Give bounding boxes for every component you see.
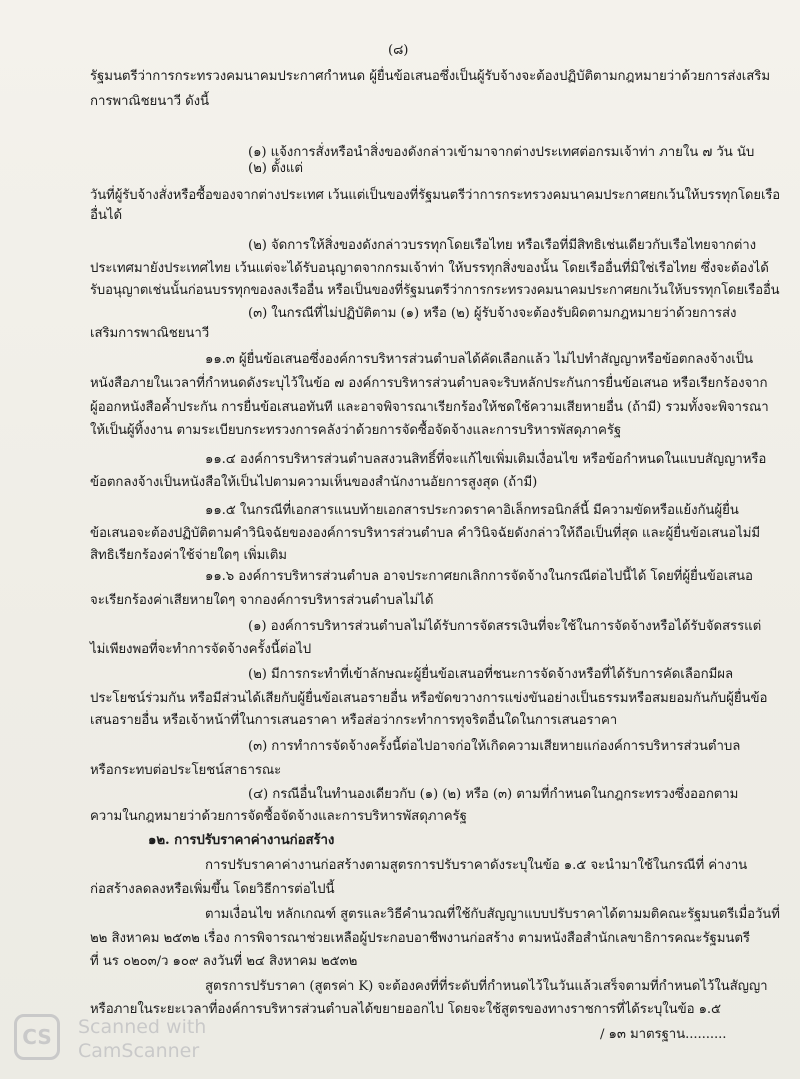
text-line: จะเรียกร้องค่าเสียหายใดๆ จากองค์การบริหารส่วนตำบลไม่ได้ [90, 593, 434, 608]
text-line: ก่อสร้างลดลงหรือเพิ่มขึ้น โดยวิธีการต่อไปนี้ [90, 882, 335, 897]
camscanner-watermark [8, 1008, 248, 1074]
text-line: ข้อตกลงจ้างเป็นหนังสือให้เป็นไปตามความเห็นของสำนักงานอัยการสูงสุด (ถ้ามี) [90, 475, 538, 490]
text-line: (๓) ในกรณีที่ไม่ปฏิบัติตาม (๑) หรือ (๒) ผู้รับจ้างจะต้องรับผิดตามกฎหมายว่าด้วยการส่ง [248, 306, 737, 321]
text-line: ความในกฎหมายว่าด้วยการจัดซื้อจัดจ้างและการบริหารพัสดุภาครัฐ [90, 809, 467, 824]
text-line: (๒) จัดการให้สิ่งของดังกล่าวบรรทุกโดยเรือไทย หรือเรือที่มีสิทธิเช่นเดียวกับเรือไทยจากต่าง [248, 238, 756, 253]
text-line: (๑) แจ้งการสั่งหรือนำสิ่งของดังกล่าวเข้ามาจากต่างประเทศต่อกรมเจ้าท่า ภายใน ๗ วัน นับ [248, 145, 755, 160]
watermark-line-2: CamScanner [78, 1040, 200, 1062]
text-line: ๑๑.๕ ในกรณีที่เอกสารแนบท้ายเอกสารประกวดราคาอิเล็กทรอนิกส์นี้ มีความขัดหรือแย้งกันผู้ยื่น [205, 503, 739, 518]
continuation-marker: / ๑๓ มาตรฐาน.......... [600, 1027, 727, 1042]
section-heading: ๑๒. การปรับราคาค่างานก่อสร้าง [148, 833, 335, 848]
text-line: การพาณิชยนาวี ดังนี้ [90, 94, 210, 109]
text-line: สิทธิเรียกร้องค่าใช้จ่ายใดๆ เพิ่มเติม [90, 548, 287, 563]
camscanner-logo-icon: CS [14, 1014, 60, 1060]
text-line: การปรับราคาค่างานก่อสร้างตามสูตรการปรับราคาดังระบุในข้อ ๑.๕ จะนำมาใช้ในกรณีที่ ค่างาน [205, 858, 748, 873]
text-line: รัฐมนตรีว่าการกระทรวงคมนาคมประกาศกำหนด ผู้ยื่นข้อเสนอซึ่งเป็นผู้รับจ้างจะต้องปฏิบัติตามกฎหมายว่าด้วยการส่งเสริม [90, 69, 770, 84]
text-line: (๓) การทำการจัดจ้างครั้งนี้ต่อไปอาจก่อให้เกิดความเสียหายแก่องค์การบริหารส่วนตำบล [248, 739, 741, 754]
text-line: ไม่เพียงพอที่จะทำการจัดจ้างครั้งนี้ต่อไป [90, 642, 312, 657]
text-line: ตามเงื่อนไข หลักเกณฑ์ สูตรและวิธีคำนวณที่ใช้กับสัญญาแบบปรับราคาได้ตามมติคณะรัฐมนตรีเมื่อวันที่ [205, 907, 780, 922]
text-line: ๑๑.๓ ผู้ยื่นข้อเสนอซึ่งองค์การบริหารส่วนตำบลได้คัดเลือกแล้ว ไม่ไปทำสัญญาหรือข้อตกลงจ้างเป็น [205, 352, 754, 367]
text-line: (๒) ตั้งแต่ [248, 161, 303, 176]
text-line: เสริมการพาณิชยนาวี [90, 326, 210, 341]
page-number: (๘) [388, 43, 409, 58]
text-line: ๑๑.๔ องค์การบริหารส่วนตำบลสงวนสิทธิ์ที่จะแก้ไขเพิ่มเติมเงื่อนไข หรือข้อกำหนดในแบบสัญญาหรือ [205, 452, 767, 467]
text-line: วันที่ผู้รับจ้างสั่งหรือซื้อของจากต่างประเทศ เว้นแต่เป็นของที่รัฐมนตรีว่าการกระทรวงคมนาคมประกาศยกเว้นให้บรรทุกโดยเรือ [90, 188, 781, 203]
text-line: (๑) องค์การบริหารส่วนตำบลไม่ได้รับการจัดสรรเงินที่จะใช้ในการจัดจ้างหรือได้รับจัดสรรแต่ [248, 619, 762, 634]
text-line: (๒) มีการกระทำที่เข้าลักษณะผู้ยื่นข้อเสนอที่ชนะการจัดจ้างหรือที่ได้รับการคัดเลือกมีผล [248, 667, 733, 682]
text-line: หรือภายในระยะเวลาที่องค์การบริหารส่วนตำบลได้ขยายออกไป โดยจะใช้สูตรของทางราชการที่ได้ระบุในข้อ ๑.๕ [90, 1002, 722, 1017]
text-line: ประเทศมายังประเทศไทย เว้นแต่จะได้รับอนุญาตจากกรมเจ้าท่า ให้บรรทุกสิ่งของนั้น โดยเรืออื่นที่มิใช่เรือไทย ซึ่งจะต้องได้ [90, 261, 769, 276]
text-line: (๔) กรณีอื่นในทำนองเดียวกับ (๑) (๒) หรือ (๓) ตามที่กำหนดในกฎกระทรวงซึ่งออกตาม [248, 787, 739, 802]
text-line: ผู้ออกหนังสือค้ำประกัน การยื่นข้อเสนอทันที และอาจพิจารณาเรียกร้องให้ชดใช้ความเสียหายอื่น (ถ้ามี) รวมทั้งจะพิจารณา [90, 400, 769, 415]
text-line: ๒๒ สิงหาคม ๒๕๓๒ เรื่อง การพิจารณาช่วยเหลือผู้ประกอบอาชีพงานก่อสร้าง ตามหนังสือสำนักเลขาธิการคณะรัฐมนตรี [90, 931, 750, 946]
text-line: หนังสือภายในเวลาที่กำหนดดังระบุไว้ในข้อ ๗ องค์การบริหารส่วนตำบลจะริบหลักประกันการยื่นข้อเสนอ หรือเรียกร้องจาก [90, 376, 768, 391]
watermark-line-1: Scanned with [78, 1016, 207, 1038]
text-line: ที่ นร ๐๒๐๓/ว ๑๐๙ ลงวันที่ ๒๔ สิงหาคม ๒๕๓๒ [90, 954, 358, 969]
text-line: สูตรการปรับราคา (สูตรค่า K) จะต้องคงที่ที่ระดับที่กำหนดไว้ในวันแล้วเสร็จตามที่กำหนดไว้ในสัญญา [205, 979, 768, 994]
text-line: ให้เป็นผู้ทิ้งงาน ตามระเบียบกระทรวงการคลังว่าด้วยการจัดซื้อจัดจ้างและการบริหารพัสดุภาครัฐ [90, 423, 622, 438]
text-line: รับอนุญาตเช่นนั้นก่อนบรรทุกของลงเรืออื่น หรือเป็นของที่รัฐมนตรีว่าการกระทรวงคมนาคมประกาศยกเว้นให้บรรทุกโดยเรืออื่น [90, 283, 780, 298]
text-line: ข้อเสนอจะต้องปฏิบัติตามคำวินิจฉัยขององค์การบริหารส่วนตำบล คำวินิจฉัยดังกล่าวให้ถือเป็นที่สุด และผู้ยื่นข้อเสนอไม่มี [90, 526, 761, 541]
text-line: อื่นได้ [90, 208, 122, 223]
text-line: ๑๑.๖ องค์การบริหารส่วนตำบล อาจประกาศยกเลิกการจัดจ้างในกรณีต่อไปนี้ได้ โดยที่ผู้ยื่นข้อเสนอ [205, 569, 753, 584]
text-line: หรือกระทบต่อประโยชน์สาธารณะ [90, 763, 282, 778]
text-line: ประโยชน์ร่วมกัน หรือมีส่วนได้เสียกับผู้ยื่นข้อเสนอรายอื่น หรือขัดขวางการแข่งขันอย่างเป็นธรรมหรือสมยอมกันกับผู้ยื่นข้อ [90, 691, 768, 706]
text-line: เสนอรายอื่น หรือเจ้าหน้าที่ในการเสนอราคา หรือส่อว่ากระทำการทุจริตอื่นใดในการเสนอราคา [90, 713, 618, 728]
